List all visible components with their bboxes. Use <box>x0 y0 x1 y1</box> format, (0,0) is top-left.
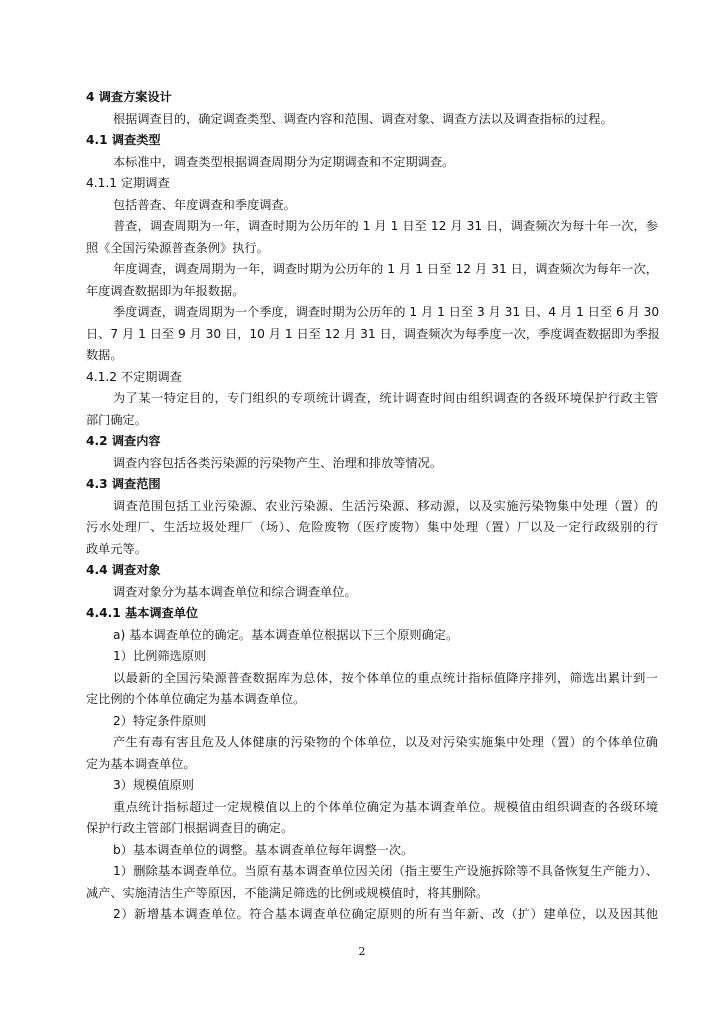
paragraph-line: 重点统计指标超过一定规模值以上的个体单位确定为基本调查单位。规模值由组织调查的各级环境 <box>113 799 658 814</box>
paragraph-line: 定比例的个体单位确定为基本调查单位。 <box>86 692 306 706</box>
paragraph-line: 普查，调查周期为一年，调查时期为公历年的 1 月 1 日至 12 月 31 日，调查频次为每十年一次，参 <box>113 219 658 233</box>
paragraph-line: 定为基本调查单位。 <box>86 756 196 771</box>
paragraph-line: 季度调查，调查周期为一个季度，调查时期为公历年的 1 月 1 日至 3 月 31 日、4 月 1 日至 6 月 30 <box>113 305 660 319</box>
list-item: 3）规模值原则 <box>113 778 194 792</box>
paragraph-line: 日、7 月 1 日至 9 月 30 日，10 月 1 日至 12 月 31 日，调查频次为每季度一次，季度调查数据即为季报 <box>86 326 660 341</box>
paragraph-line: 调查范围包括工业污染源、农业污染源、生活污染源、移动源，以及实施污染物集中处理（置）的 <box>113 498 658 513</box>
document-body <box>86 87 658 926</box>
section-heading-4: 4 调查方案设计 <box>86 90 172 104</box>
paragraph: 调查内容包括各类污染源的污染物产生、治理和排放等情况。 <box>113 455 443 470</box>
paragraph: 本标准中，调查类型根据调查周期分为定期调查和不定期调查。 <box>113 154 455 169</box>
paragraph-line: 政单元等。 <box>86 541 147 556</box>
section-heading-4-2: 4.2 调查内容 <box>86 434 161 448</box>
paragraph-line: 部门确定。 <box>86 412 147 427</box>
paragraph-line: 以最新的全国污染源普查数据库为总体，按个体单位的重点统计指标值降序排列，筛选出累计到一 <box>113 670 658 685</box>
subsection-heading-4-1-1: 4.1.1 定期调查 <box>86 176 170 190</box>
paragraph-line: 产生有毒有害且危及人体健康的污染物的个体单位，以及对污染实施集中处理（置）的个体单位确 <box>113 735 658 749</box>
paragraph-line: 年度调查数据即为年报数据。 <box>86 283 245 298</box>
list-item: b）基本调查单位的调整。基本调查单位每年调整一次。 <box>113 842 414 857</box>
paragraph-line: 污水处理厂、生活垃圾处理厂（场）、危险废物（医疗废物）集中处理（置）厂以及一定行政级别的行 <box>86 520 658 534</box>
paragraph-line: 照《全国污染源普查条例》执行。 <box>86 240 269 255</box>
paragraph-line: 减产、实施清洁生产等原因，不能满足筛选的比例或规模值时，将其删除。 <box>86 885 489 900</box>
page-number: 2 <box>358 945 366 958</box>
list-item: a) 基本调查单位的确定。基本调查单位根据以下三个原则确定。 <box>113 627 459 642</box>
subsection-heading-4-4-1: 4.4.1 基本调查单位 <box>86 606 199 620</box>
subsection-heading-4-1-2: 4.1.2 不定期调查 <box>86 369 182 384</box>
paragraph-line: 保护行政主管部门根据调查目的确定。 <box>86 821 294 835</box>
section-heading-4-4: 4.4 调查对象 <box>86 563 161 577</box>
paragraph-line: 2）新增基本调查单位。符合基本调查单位确定原则的所有当年新、改（扩）建单位，以及因其他 <box>113 907 658 921</box>
paragraph: 调查对象分为基本调查单位和综合调查单位。 <box>113 584 357 599</box>
paragraph-line: 数据。 <box>86 348 123 362</box>
paragraph: 根据调查目的，确定调查类型、调查内容和范围、调查对象、调查方法以及调查指标的过程。 <box>113 111 613 126</box>
list-item: 1）比例筛选原则 <box>113 649 207 663</box>
section-heading-4-3: 4.3 调查范围 <box>86 477 161 491</box>
paragraph-line: 年度调查，调查周期为一年，调查时期为公历年的 1 月 1 日至 12 月 31 日，调查频次为每年一次， <box>113 262 658 276</box>
section-heading-4-1: 4.1 调查类型 <box>86 133 161 147</box>
paragraph-line: 1）删除基本调查单位。当原有基本调查单位因关闭（指主要生产设施拆除等不具备恢复生产能力）、 <box>113 864 658 878</box>
paragraph: 包括普查、年度调查和季度调查。 <box>113 197 296 212</box>
list-item: 2）特定条件原则 <box>113 713 207 728</box>
paragraph-line: 为了某一特定目的，专门组织的专项统计调查，统计调查时间由组织调查的各级环境保护行政主管 <box>113 391 658 405</box>
